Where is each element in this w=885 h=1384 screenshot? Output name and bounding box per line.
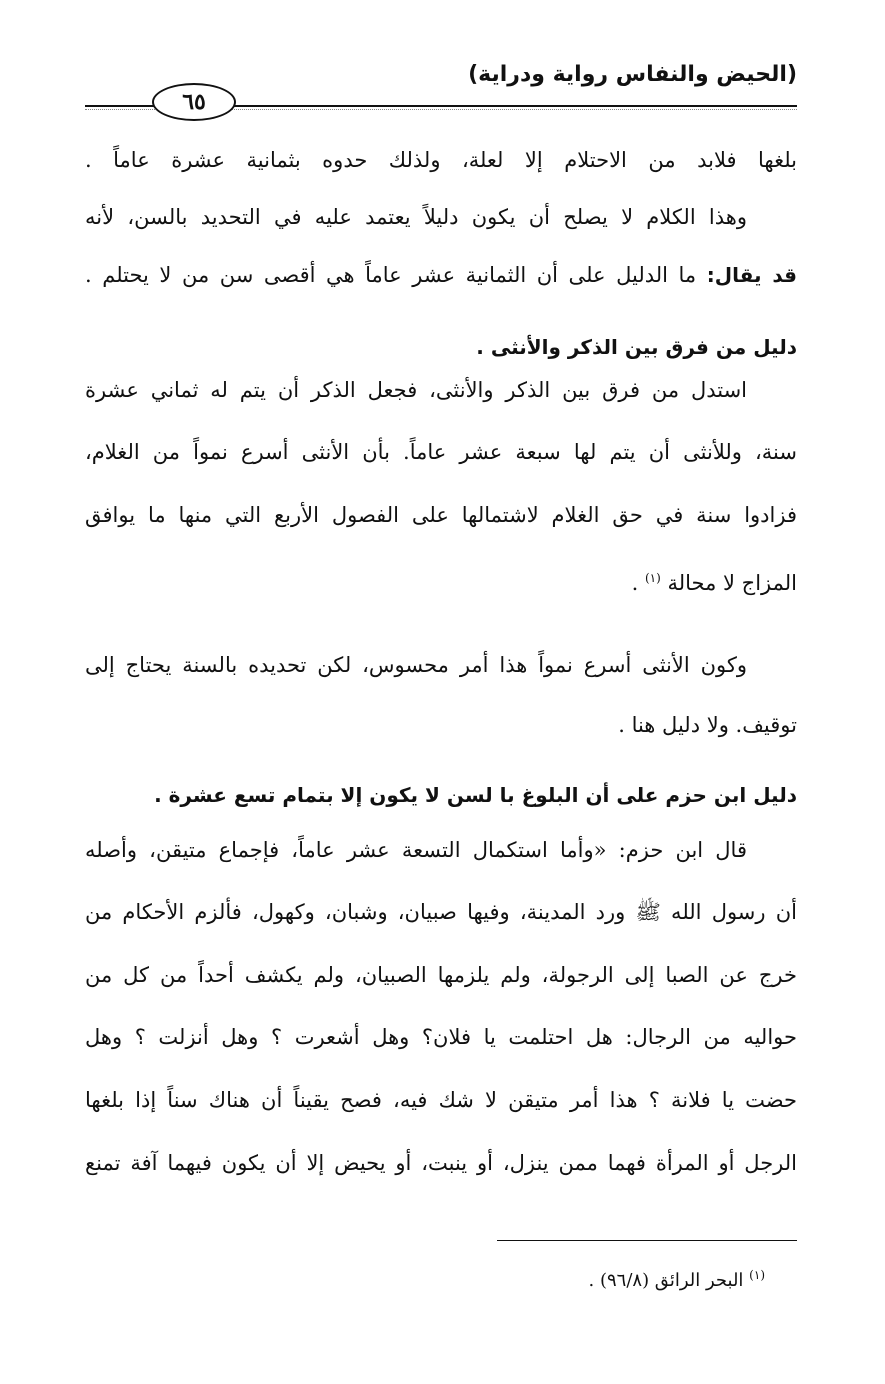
text-line: الرجل أو المرأة فهما ممن ينزل، أو ينبت، أو يحيض إلا أن يكون فيهما آفة تمنع	[85, 1151, 797, 1175]
footnote-text: البحر الرائق (٩٦/٨) .	[588, 1270, 750, 1291]
footnote-rule	[497, 1240, 797, 1241]
section-heading: دليل من فرق بين الذكر والأنثى .	[476, 335, 797, 359]
text-run: المزاج لا محالة	[667, 571, 797, 595]
text-line: قال ابن حزم: «وأما استكمال التسعة عشر عاماً، فإجماع متيقن، وأصله	[85, 838, 747, 862]
text-line: خرج عن الصبا إلى الرجولة، ولم يلزمها الصبيان، ولم يكشف أحداً من كل من	[85, 963, 797, 987]
text-run: ما الدليل على أن الثمانية عشر عاماً هي أقصى سن من لا يحتلم .	[85, 263, 707, 287]
footnote-marker: (١)	[749, 1268, 765, 1282]
text-line: أن رسول الله ﷺ ورد المدينة، وفيها صبيان، وشبان، وكهول، فألزم الأحكام من	[85, 900, 797, 924]
text-run: .	[631, 571, 645, 595]
text-line: بلغها فلابد من الاحتلام إلا لعلة، ولذلك حدوه بثمانية عشرة عاماً .	[85, 148, 797, 172]
footnote	[589, 1268, 765, 1291]
text-line: حضت يا فلانة ؟ هذا أمر متيقن لا شك فيه، فصح يقيناً أن هناك سناً إذا بلغها	[85, 1088, 797, 1112]
text-line: حواليه من الرجال: هل احتلمت يا فلان؟ وهل أشعرت ؟ وهل أنزلت ؟ وهل	[85, 1025, 797, 1049]
text-line: استدل من فرق بين الذكر والأنثى، فجعل الذكر أن يتم له ثماني عشرة	[85, 378, 747, 402]
running-title: (الحيض والنفاس رواية ودراية)	[468, 62, 797, 87]
text-line	[85, 563, 797, 598]
text-line: توقيف. ولا دليل هنا .	[618, 713, 797, 737]
text-line: وكون الأنثى أسرع نمواً هذا أمر محسوس، لكن تحديده بالسنة يحتاج إلى	[85, 653, 747, 677]
text-line: فزادوا سنة في حق الغلام لاشتمالها على الفصول الأربع التي منها ما يوافق	[85, 503, 797, 527]
section-heading: دليل ابن حزم على أن البلوغ با لسن لا يكون إلا بتمام تسع عشرة .	[154, 783, 797, 807]
page-number: ٦٥	[152, 83, 236, 121]
footnote-ref: (١)	[644, 571, 661, 585]
text-line: وهذا الكلام لا يصلح أن يكون دليلاً يعتمد عليه في التحديد بالسن، لأنه	[85, 205, 747, 229]
text-line	[85, 260, 797, 290]
bold-lead: قد يقال:	[706, 263, 797, 287]
text-line: سنة، وللأنثى أن يتم لها سبعة عشر عاماً. بأن الأنثى أسرع نمواً من الغلام،	[85, 440, 797, 464]
